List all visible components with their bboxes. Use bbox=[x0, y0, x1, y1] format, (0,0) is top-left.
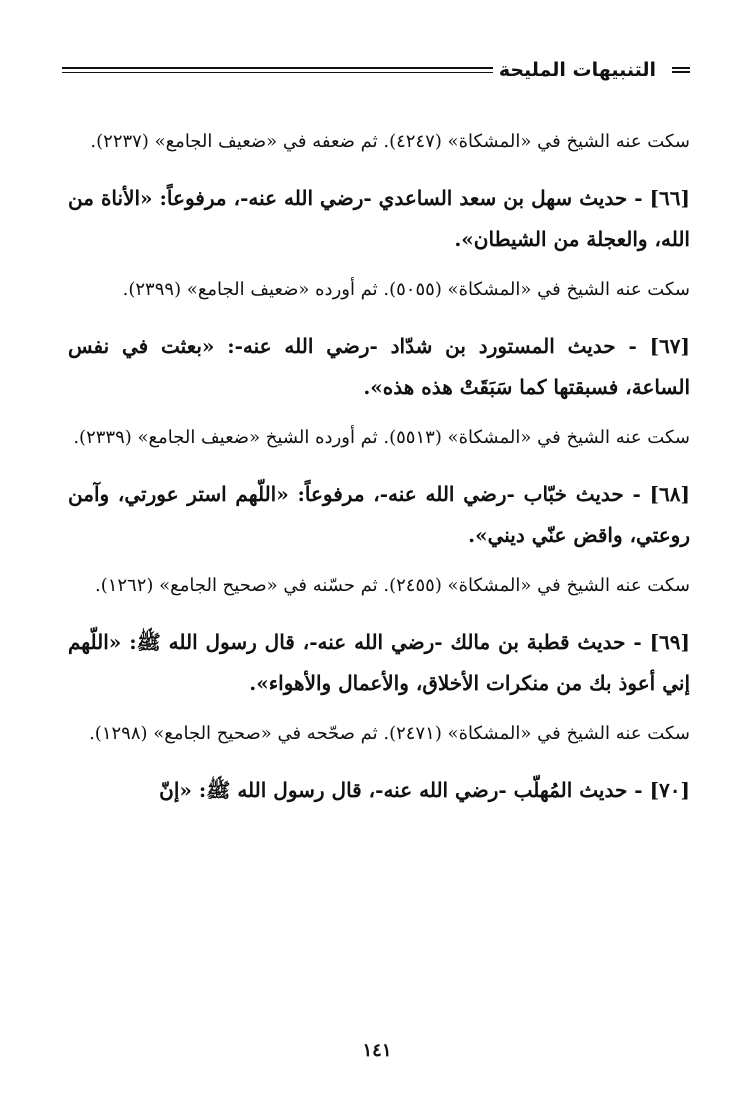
hadith-paragraph: [٦٨] - حديث خبّاب -رضي الله عنه-، مرفوعاً: «اللّهم استر عورتي، وآمن روعتي، واقض عنّي ديني». bbox=[68, 482, 690, 547]
hadith-paragraph: [٦٧] - حديث المستورد بن شدّاد -رضي الله عنه-: «بعثت في نفس الساعة، فسبقتها كما سَبَقَتْ هذه هذه». bbox=[68, 334, 690, 399]
commentary-paragraph: سكت عنه الشيخ في «المشكاة» (٥٠٥٥). ثم أورده «ضعيف الجامع» (٢٣٩٩). bbox=[122, 279, 690, 300]
page-number: ١٤١ bbox=[362, 1040, 392, 1061]
commentary-paragraph: سكت عنه الشيخ في «المشكاة» (٤٢٤٧). ثم ضعفه في «ضعيف الجامع» (٢٢٣٧). bbox=[90, 131, 690, 152]
hadith-paragraph: [٧٠] - حديث المُهلّب -رضي الله عنه-، قال رسول الله ﷺ: «إنّ bbox=[159, 778, 690, 802]
header-dash bbox=[672, 67, 690, 73]
commentary-paragraph: سكت عنه الشيخ في «المشكاة» (٢٤٧١). ثم صحّحه في «صحيح الجامع» (١٢٩٨). bbox=[89, 723, 690, 744]
header-rule bbox=[62, 67, 502, 73]
hadith-paragraph: [٦٩] - حديث قطبة بن مالك -رضي الله عنه-، قال رسول الله ﷺ: «اللّهم إني أعوذ بك من منكرات الأخلاق، والأعمال والأهواء». bbox=[68, 630, 690, 695]
hadith-paragraph: [٦٦] - حديث سهل بن سعد الساعدي -رضي الله عنه-، مرفوعاً: «الأناة من الله، والعجلة من الشيطان». bbox=[68, 186, 690, 251]
page-body bbox=[68, 122, 690, 811]
page-header bbox=[62, 58, 690, 90]
commentary-paragraph: سكت عنه الشيخ في «المشكاة» (٥٥١٣). ثم أورده الشيخ «ضعيف الجامع» (٢٣٣٩). bbox=[73, 427, 690, 448]
commentary-paragraph: سكت عنه الشيخ في «المشكاة» (٢٤٥٥). ثم حسّنه في «صحيح الجامع» (١٢٦٢). bbox=[94, 575, 690, 596]
running-title: التنبيهات الملیحة bbox=[493, 58, 662, 82]
